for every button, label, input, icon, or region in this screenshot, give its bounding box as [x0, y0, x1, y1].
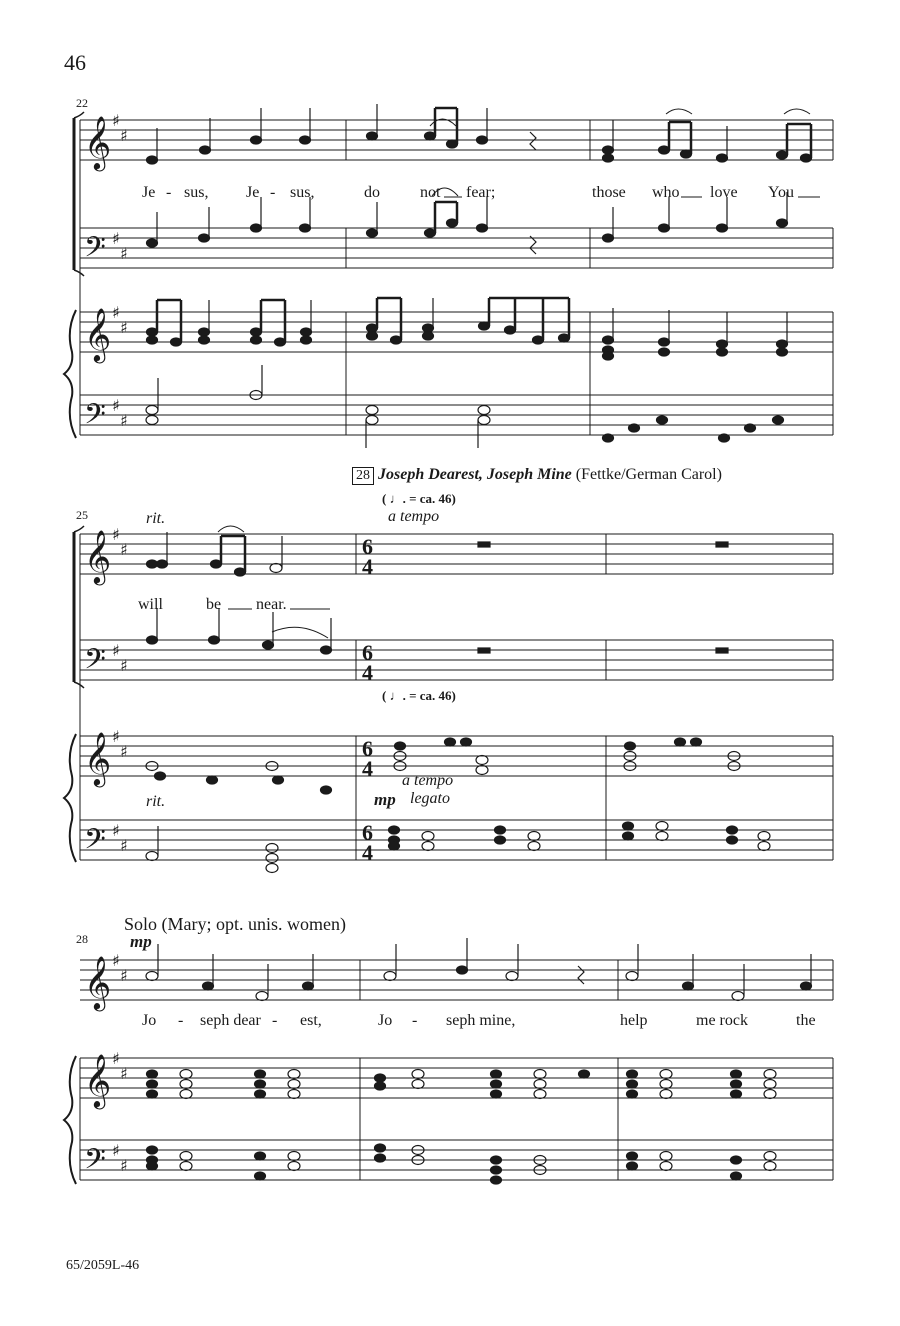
treble-clef-icon: 𝄞 [84, 1053, 112, 1107]
svg-text:♯: ♯ [120, 126, 128, 145]
system-3 [64, 960, 833, 1184]
lyric-syllable: sus, [290, 184, 315, 201]
svg-text:6: 6 [362, 736, 373, 761]
bass-clef-icon: 𝄢 [84, 398, 106, 438]
piano-tempo-text: a tempo [402, 772, 454, 789]
lyric-syllable: Jo [142, 1012, 157, 1029]
note-head [147, 156, 158, 164]
treble-clef-icon: 𝄞 [84, 115, 112, 169]
lyric-syllable: near. [256, 596, 287, 613]
lyric-hyphen: - [412, 1012, 418, 1029]
rit-marking: rit. [146, 510, 166, 527]
piano-tempo-marking: ( ♩. = ca. 46) [382, 688, 456, 703]
svg-text:6: 6 [362, 534, 373, 559]
staff-lines [80, 120, 833, 435]
lyric-syllable: me rock [696, 1012, 748, 1029]
svg-text:4: 4 [362, 554, 373, 579]
measure-number-22: 22 [76, 96, 88, 110]
lyric-syllable: the [796, 1012, 816, 1029]
measure-number-25: 25 [76, 508, 88, 522]
sharp-icon [112, 111, 128, 1175]
svg-text:♯: ♯ [120, 656, 128, 675]
section-source: (Fettke/German Carol) [575, 466, 722, 483]
note-head [200, 146, 211, 154]
svg-text:♯: ♯ [120, 1156, 128, 1175]
svg-text:♯: ♯ [112, 229, 120, 248]
whole-rest-icon [478, 542, 490, 547]
lyric-syllable: seph dear [200, 1012, 261, 1029]
svg-text:♯: ♯ [120, 411, 128, 430]
lyric-syllable: Je [142, 184, 156, 201]
note-head [367, 132, 378, 140]
note-head [251, 136, 262, 144]
section-title: Joseph Dearest, Joseph Mine [378, 466, 572, 483]
lyric-hyphen: - [178, 1012, 184, 1029]
lyric-syllable: Jo [378, 1012, 393, 1029]
bass-clef-icon: 𝄢 [84, 231, 106, 271]
svg-text:♯: ♯ [120, 244, 128, 263]
system-2 [64, 526, 833, 862]
notes [146, 104, 812, 1184]
piano-legato: legato [410, 790, 450, 807]
svg-text:♯: ♯ [120, 966, 128, 985]
piano-dynamic-mp: mp [374, 790, 396, 809]
lyric-hyphen: - [166, 184, 172, 201]
lyric-syllable: who [652, 184, 680, 201]
svg-text:♯: ♯ [120, 540, 128, 559]
lyric-syllable: be [206, 596, 222, 613]
lyric-syllable: not [420, 184, 441, 201]
treble-clef-icon: 𝄞 [84, 731, 112, 785]
svg-text:♯: ♯ [112, 821, 120, 840]
svg-text:4: 4 [362, 840, 373, 865]
footer-code: 65/2059L-46 [66, 1258, 140, 1273]
piano-rit-marking: rit. [146, 793, 166, 810]
rehearsal-mark: 28 [352, 467, 374, 485]
svg-text:♯: ♯ [112, 525, 120, 544]
lyric-syllable: help [620, 1012, 648, 1029]
svg-text:♯: ♯ [112, 396, 120, 415]
note-head [300, 136, 311, 144]
svg-text:♯: ♯ [120, 1064, 128, 1083]
lyric-syllable: sus, [184, 184, 209, 201]
whole-rest-icon [716, 542, 728, 547]
tempo-text: a tempo [388, 508, 440, 525]
svg-text:4: 4 [362, 660, 373, 685]
svg-text:♯: ♯ [112, 1049, 120, 1068]
svg-text:6: 6 [362, 640, 373, 665]
lyric-syllable: Je [246, 184, 260, 201]
treble-clef-icon: 𝄞 [84, 307, 112, 361]
lyric-syllable: will [138, 596, 163, 613]
svg-text:♯: ♯ [112, 641, 120, 660]
bass-clef-icon: 𝄢 [84, 643, 106, 683]
bass-clef-icon: 𝄢 [84, 823, 106, 863]
note-head [477, 136, 488, 144]
time-signature [362, 534, 373, 865]
lyric-hyphen: - [272, 1012, 278, 1029]
quarter-rest-icon [530, 132, 536, 150]
svg-text:♯: ♯ [120, 836, 128, 855]
solo-dynamic-mp: mp [130, 932, 152, 951]
note-head [717, 154, 728, 162]
treble-clef-icon: 𝄞 [84, 955, 112, 1009]
lyric-syllable: You [768, 184, 794, 201]
svg-text:6: 6 [362, 820, 373, 845]
bass-clef-icon: 𝄢 [84, 1143, 106, 1183]
svg-text:4: 4 [362, 756, 373, 781]
page-number: 46 [64, 50, 86, 75]
note-head [603, 154, 614, 162]
note-head [603, 146, 614, 154]
treble-clef-icon: 𝄞 [84, 529, 112, 583]
svg-text:♯: ♯ [112, 111, 120, 130]
lyric-syllable: those [592, 184, 626, 201]
lyric-syllable: est, [300, 1012, 322, 1029]
svg-text:♯: ♯ [112, 951, 120, 970]
slurs-and-extenders [218, 109, 820, 638]
svg-text:♯: ♯ [112, 1141, 120, 1160]
tempo-marking: ( ♩. = ca. 46) [382, 491, 456, 506]
lyric-syllable: fear; [466, 184, 496, 201]
measure-number-28: 28 [76, 932, 88, 946]
lyric-syllable: do [364, 184, 380, 201]
svg-text:♯: ♯ [120, 742, 128, 761]
svg-text:♯: ♯ [112, 727, 120, 746]
lyric-syllable: seph mine, [446, 1012, 516, 1029]
svg-text:♯: ♯ [112, 303, 120, 322]
lyric-hyphen: - [270, 184, 276, 201]
solo-label: Solo (Mary; opt. unis. women) [124, 914, 346, 934]
svg-text:♯: ♯ [120, 318, 128, 337]
lyric-syllable: love [710, 184, 738, 201]
